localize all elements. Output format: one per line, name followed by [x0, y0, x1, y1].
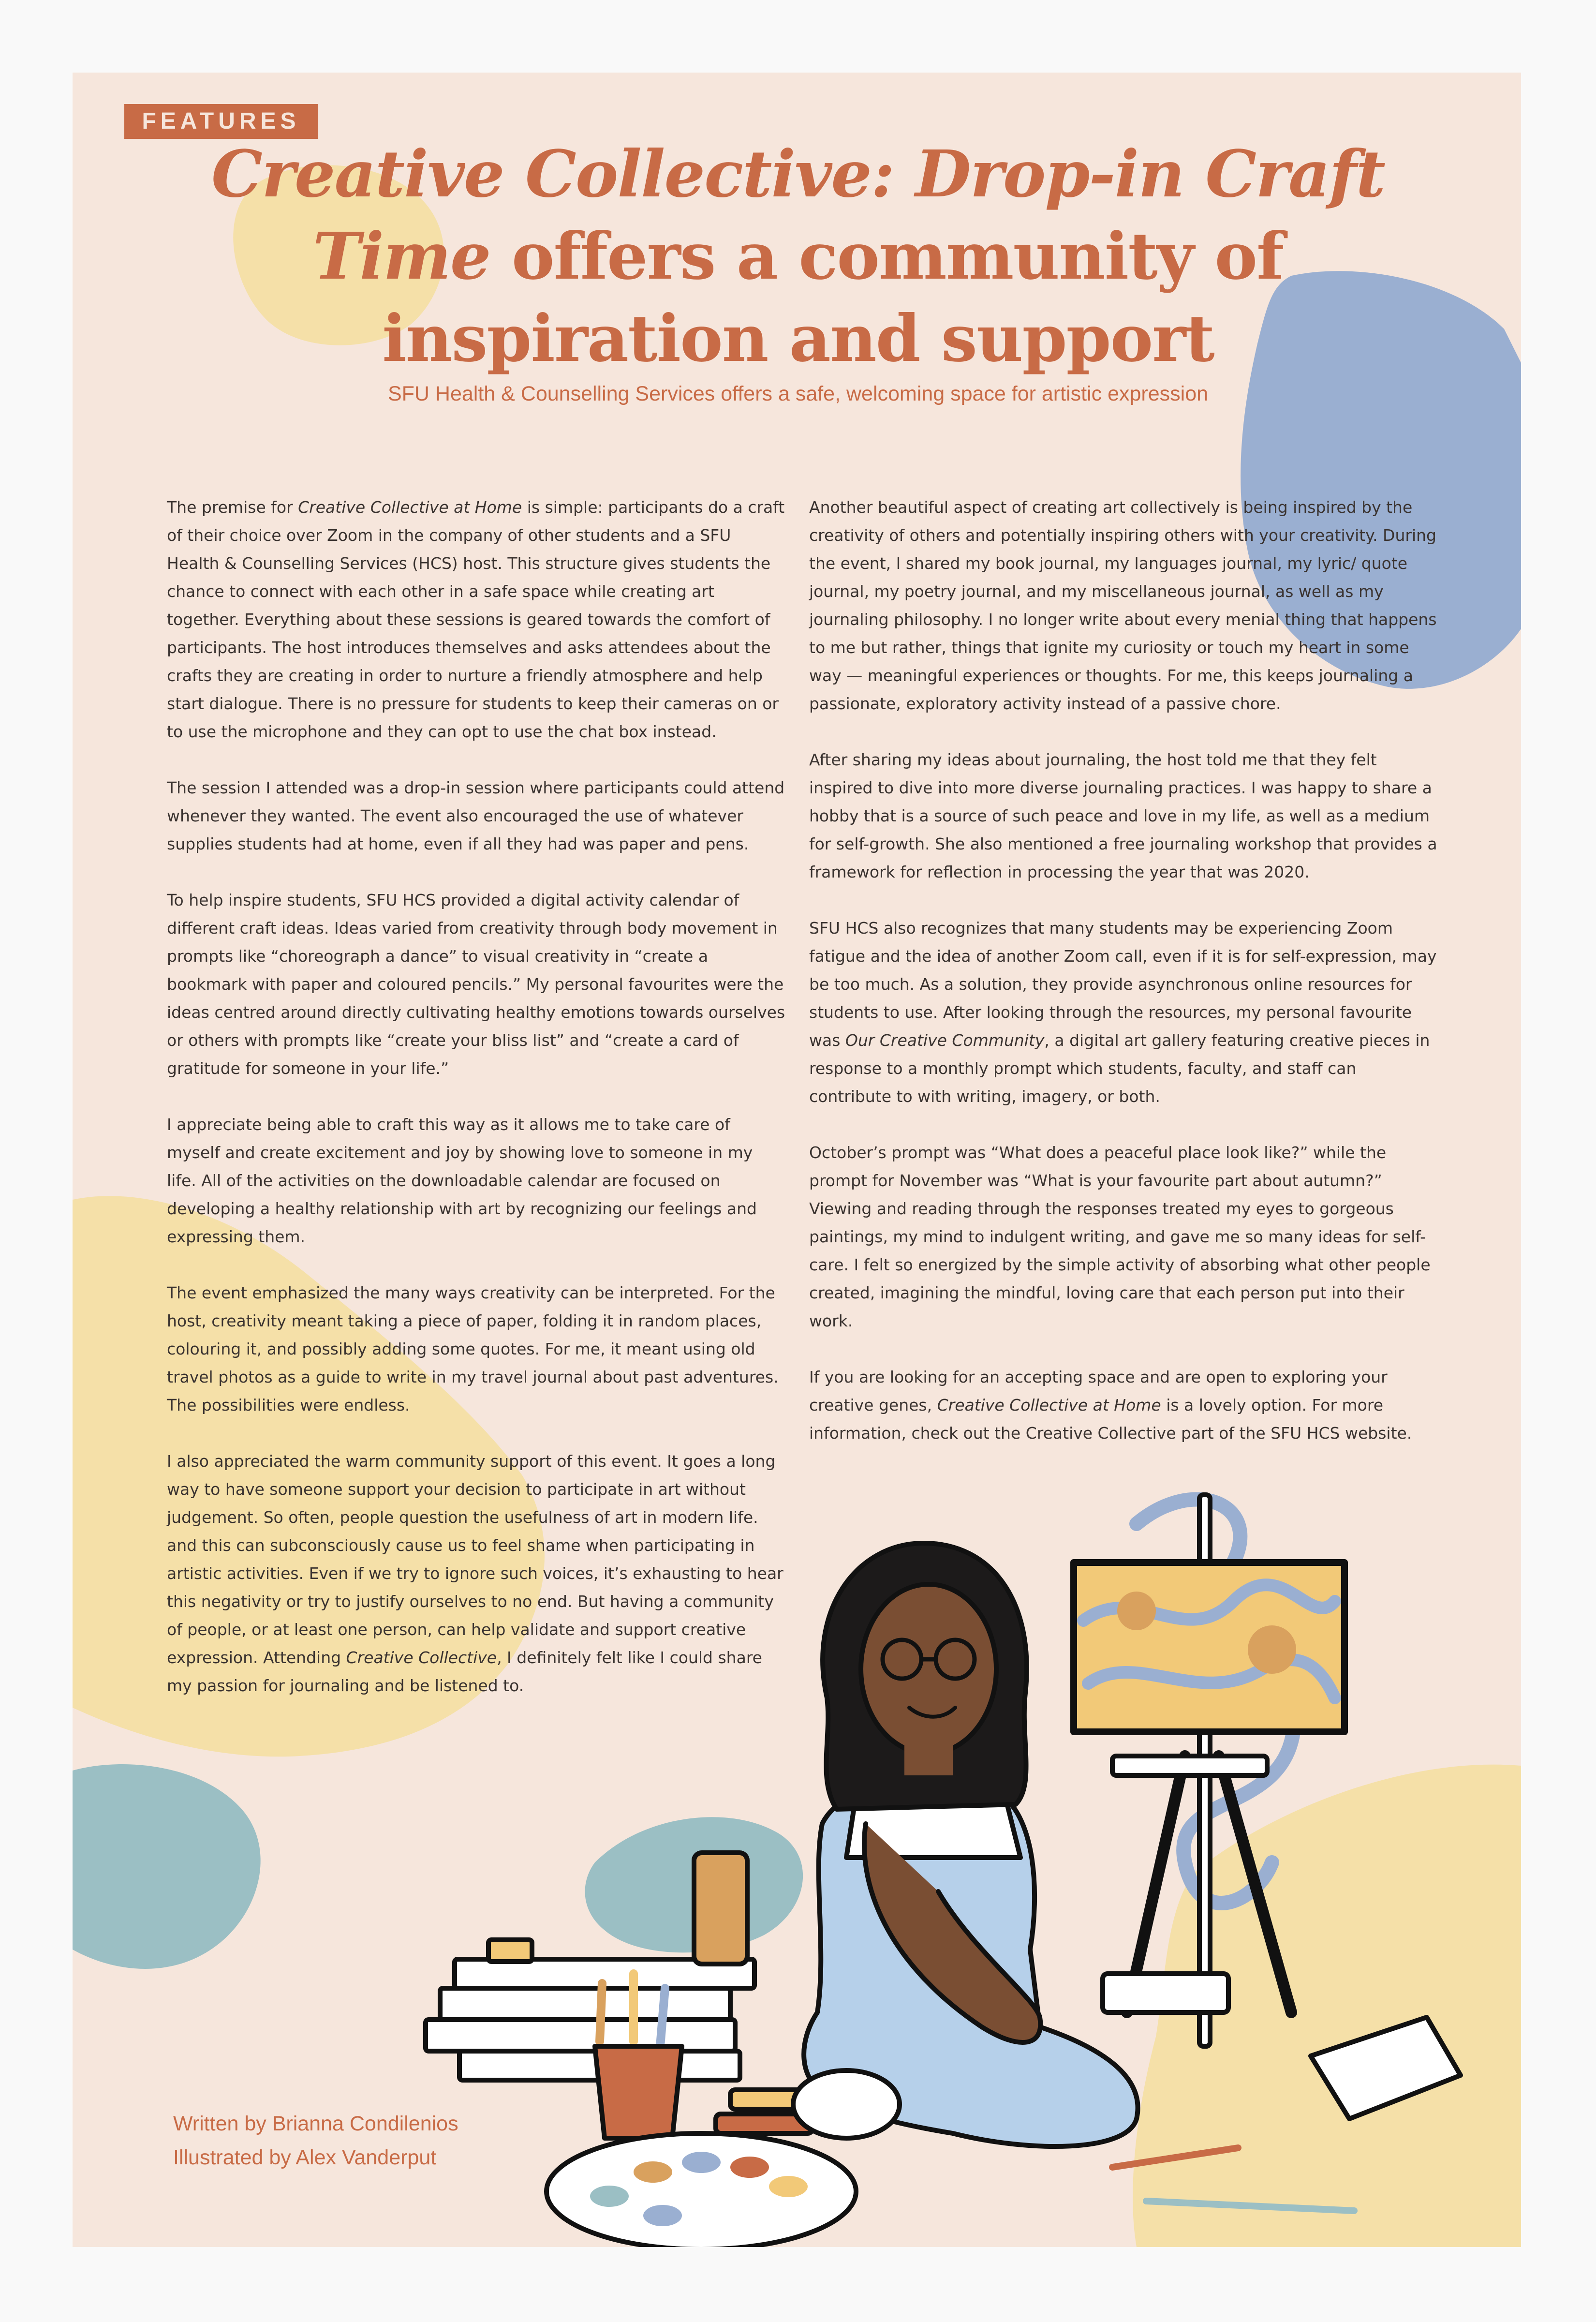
- italic-title: Our Creative Community: [845, 1031, 1045, 1050]
- sock: [793, 2070, 900, 2138]
- text-run: I also appreciated the warm community support of this event. It goes a long way to have someone support your decision to participate in art without judgement. So often, people question the usefulness of art in modern life. and this can subconsciously cause us to feel shame when participating in artistic activities. Even if we try to ignore such voices, it’s exhausting to hear this negativity or try to justify ourselves to no end. But having a community of people, or at least one person, can help validate and support creative expression. Attending: [167, 1452, 783, 1667]
- glue-bottle: [694, 1853, 747, 1964]
- section-tag: FEATURES: [124, 104, 318, 139]
- magazine-page: [73, 73, 1521, 2247]
- small-jar: [488, 1940, 532, 1962]
- italic-title: Creative Collective: [346, 1648, 497, 1667]
- title-italic-part: Creative Collective: Drop-in Craft Time: [211, 136, 1385, 294]
- paragraph: The session I attended was a drop-in session where participants could attend whenever they wanted. The event also encouraged the use of whatever supplies students had at home, even if all they had was paper and pens.: [167, 778, 785, 853]
- paragraph: After sharing my ideas about journaling, the host told me that they felt inspired to dive into more diverse journaling practices. I was happy to share a hobby that is a source of such peace and love in my life, as well as a medium for self-growth. She also mentioned a free journaling workshop that provides a framework for reflection in processing the year that was 2020.: [809, 750, 1437, 881]
- sketchbook: [1311, 2017, 1461, 2119]
- paint-palette: [547, 2133, 856, 2247]
- paragraph: Another beautiful aspect of creating art collectively is being inspired by the creativity of others and potentially inspiring others with your creativity. During the event, I shared my book journal, my languages journal, my lyric/ quote journal, my poetry journal, and my miscellaneous journal, as well as my journaling philosophy. I no longer write about every menial thing that happens to me but rather, things that ignite my curiosity or touch my heart in some way — meaningful experiences or thoughts. For me, this keeps journaling a passionate, exploratory activity instead of a passive chore.: [809, 498, 1437, 713]
- watercolor-set: [1103, 1974, 1228, 2012]
- paragraph: The event emphasized the many ways creativity can be interpreted. For the host, creativity meant taking a piece of paper, folding it in random places, colouring it, and possibly adding some quotes. For me, it meant using old travel photos as a guide to write in my travel journal about past adventures. The possibilities were endless.: [167, 1283, 779, 1414]
- text-run: is a lovely option. For more information, check out the Creative Collective part of the SFU HCS website.: [809, 1396, 1412, 1443]
- text-run: is simple: participants do a craft of their choice over Zoom in the company of other students and a SFU Health & Counselling Services (HCS) host. This structure gives students the chance to connect with each other in a safe space while creating art together. Everything about these sessions is geared towards the comfort of participants. The host introduces themselves and asks attendees about the crafts they are creating in order to nurture a friendly atmosphere and help start dialogue. There is no pressure for students to keep their cameras on or to use the microphone and they can opt to use the chat box instead.: [167, 498, 785, 741]
- paragraph: To help inspire students, SFU HCS provided a digital activity calendar of different craft ideas. Ideas varied from creativity through body movement in prompts like “choreograph a dance” to visual creativity in “create a bookmark with paper and coloured pencils.” My personal favourites were the ideas centred around directly cultivating healthy emotions towards ourselves or others with prompts like “create your bliss list” and “create a card of gratitude for someone in your life.”: [167, 891, 785, 1078]
- credits: [173, 2107, 458, 2174]
- illustration-girl-painting: [73, 73, 1521, 2247]
- pencil: [1146, 2201, 1354, 2211]
- paragraph: October’s prompt was “What does a peaceful place look like?” while the prompt for November was “What is your favourite part about autumn?” Viewing and reading through the responses treated my eyes to gorgeous paintings, my mind to indulgent writing, and gave me so many ideas for self-care. I felt so energized by the simple activity of absorbing what other people created, imagining the mindful, loving care that each person put into their work.: [809, 1143, 1431, 1330]
- illustrator-credit: Illustrated by Alex Vanderput: [173, 2146, 437, 2169]
- text-run: SFU HCS also recognizes that many students may be experiencing Zoom fatigue and the idea of another Zoom call, even if it is for self-expression, may be too much. As a solution, they provide asynchronous online resources for students to use. After looking through the resources, my personal favourite was: [809, 919, 1437, 1050]
- text-run: If you are looking for an accepting space and are open to exploring your creative genes,: [809, 1368, 1388, 1414]
- canvas-painting: [1074, 1563, 1345, 1732]
- italic-title: Creative Collective at Home: [298, 498, 522, 517]
- article-subtitle: SFU Health & Counselling Services offers a safe, welcoming space for artistic expression: [387, 382, 1209, 405]
- text-run: , I definitely felt like I could share my passion for journaling and be listened to.: [167, 1648, 762, 1695]
- pencil: [1112, 2148, 1238, 2167]
- italic-title: Creative Collective at Home: [937, 1396, 1161, 1414]
- text-run: , a digital art gallery featuring creative pieces in response to a monthly prompt which students, faculty, and staff can contribute to with writing, imagery, or both.: [809, 1031, 1430, 1106]
- writer-credit: Written by Brianna Condilenios: [173, 2112, 458, 2135]
- title-rest: offers a community of inspiration and support: [382, 219, 1284, 376]
- paragraph: I appreciate being able to craft this way as it allows me to take care of myself and create excitement and joy by showing love to someone in my life. All of the activities on the downloadable calendar are focused on developing a healthy relationship with art by recognizing our feelings and expressing them.: [167, 1115, 757, 1246]
- book-stack: [426, 1959, 754, 2080]
- text-run: The premise for: [167, 498, 298, 517]
